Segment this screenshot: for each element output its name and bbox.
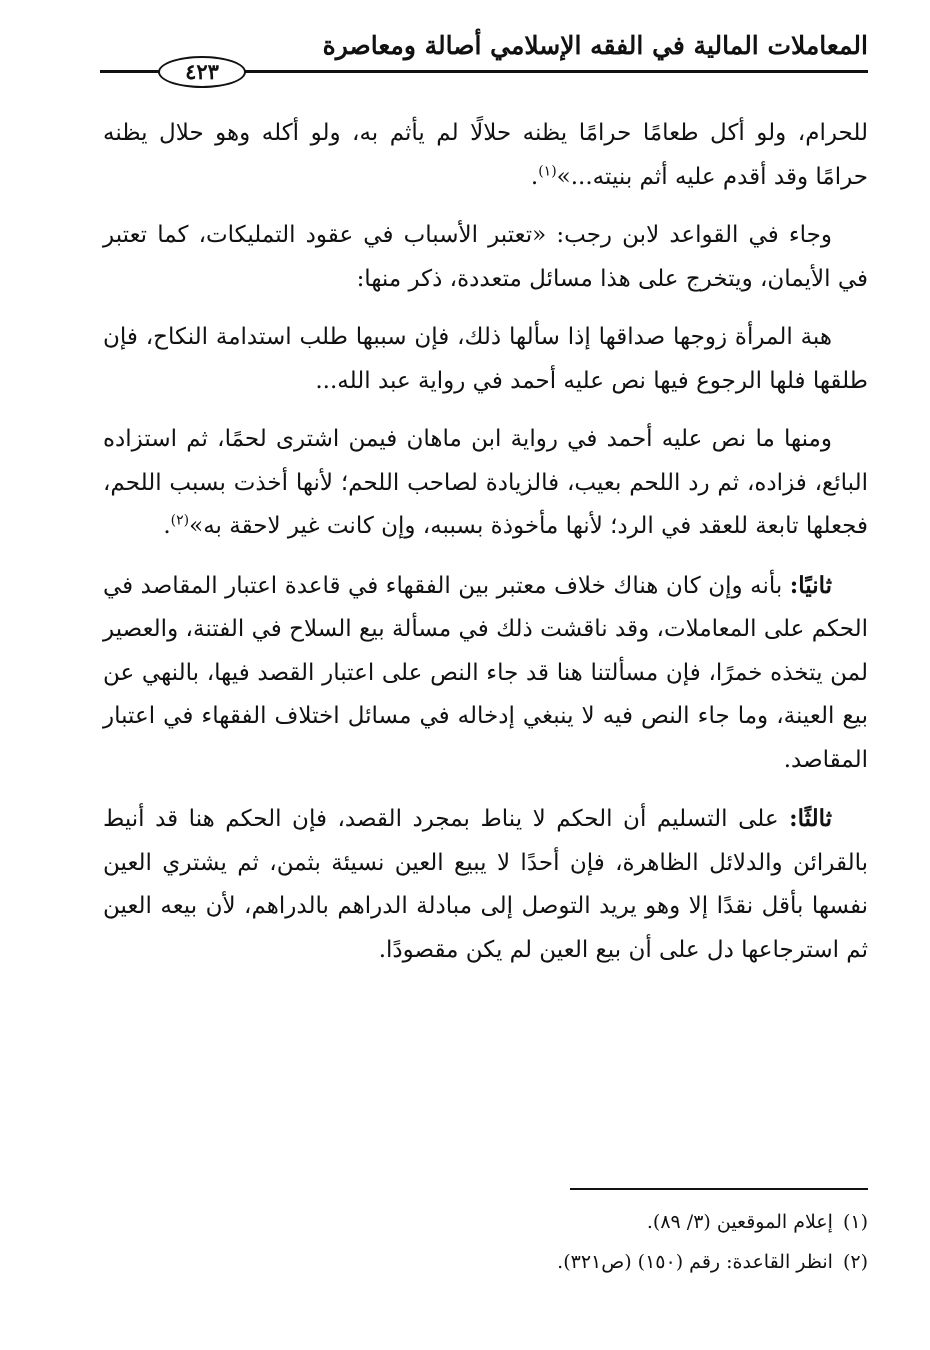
footnote-2 — [103, 1242, 868, 1282]
footnote-separator — [570, 1188, 868, 1190]
footnote-2-text: انظر القاعدة: رقم (١٥٠) (ص٣٢١). — [557, 1251, 833, 1273]
paragraph-1-text: للحرام، ولو أكل طعامًا حرامًا يظنه حلالًا لم يأثم به، ولو أكله وهو حلال يظنه حرامًا وقد أقدم عليه أثم بنيته...» — [103, 120, 868, 190]
paragraph-3: هبة المرأة زوجها صداقها إذا سألها ذلك، فإن سببها طلب استدامة النكاح، فإن طلقها فلها الرجوع فيها نص عليه أحمد في رواية عبد الله... — [103, 324, 868, 394]
paragraph-4-end: . — [163, 513, 171, 539]
footnote-1-text: إعلام الموقعين (٣/ ٨٩). — [646, 1211, 833, 1233]
main-text — [103, 112, 868, 987]
running-header-title: المعاملات المالية في الفقه الإسلامي أصالة ومعاصرة — [322, 31, 868, 60]
paragraph-5 — [103, 564, 868, 783]
footnotes — [103, 1202, 868, 1282]
paragraph-2: وجاء في القواعد لابن رجب: «تعتبر الأسباب في عقود التمليكات، كما تعتبر في الأيمان، ويتخرج على هذا مسائل متعددة، ذكر منها: — [103, 222, 868, 292]
footnote-1-number: (١) — [842, 1211, 868, 1233]
footnote-2-number: (٢) — [842, 1251, 868, 1273]
paragraph-1-end: . — [530, 163, 539, 190]
paragraph-4-text: ومنها ما نص عليه أحمد في رواية ابن ماهان فيمن اشترى لحمًا، ثم استزاده البائع، فزاده، ثم رد اللحم بعيب، فالزيادة لصاحب اللحم؛ لأنها أخذت بسبب اللحم، فجعلها تابعة للعقد في الرد؛ لأنها مأخوذة بسببه، وإن كانت غير لاحقة به» — [103, 426, 868, 539]
page-number-badge: ٤٢٣ — [158, 56, 246, 88]
paragraph-5-text: بأنه وإن كان هناك خلاف معتبر بين الفقهاء في قاعدة اعتبار المقاصد في الحكم على المعاملات، وقد ناقشت ذلك في مسألة بيع السلاح في الفتنة، والعصير لمن يتخذه خمرًا، فإن مسألتنا هنا قد جاء النص على اعتبار القصد فيها، بالنهي عن بيع العينة، وما جاء النص فيه لا ينبغي إدخاله في مسائل اختلاف الفقهاء في اعتبار المقاصد. — [103, 572, 868, 773]
footnote-ref-2: (٢) — [170, 512, 190, 529]
footnote-ref-1: (١) — [538, 162, 557, 179]
paragraph-6-text: على التسليم أن الحكم لا يناط بمجرد القصد، فإن الحكم هنا قد أنيط بالقرائن والدلائل الظاهرة، فإن أحدًا لا يبيع العين نسيئة بثمن، ثم يشتري العين نفسها بأقل نقدًا إلا وهو يريد التوصل إلى مبادلة الدراهم بالدراهم، لأن بيعه العين ثم استرجاعها دل على أن بيع العين لم يكن مقصودًا. — [103, 806, 868, 963]
paragraph-6 — [103, 797, 868, 972]
footnote-1 — [103, 1202, 868, 1242]
paragraph-5-label: ثانيًا: — [789, 571, 832, 599]
paragraph-6-label: ثالثًا: — [789, 805, 832, 832]
paragraph-1 — [103, 112, 868, 199]
paragraph-4 — [103, 418, 868, 549]
